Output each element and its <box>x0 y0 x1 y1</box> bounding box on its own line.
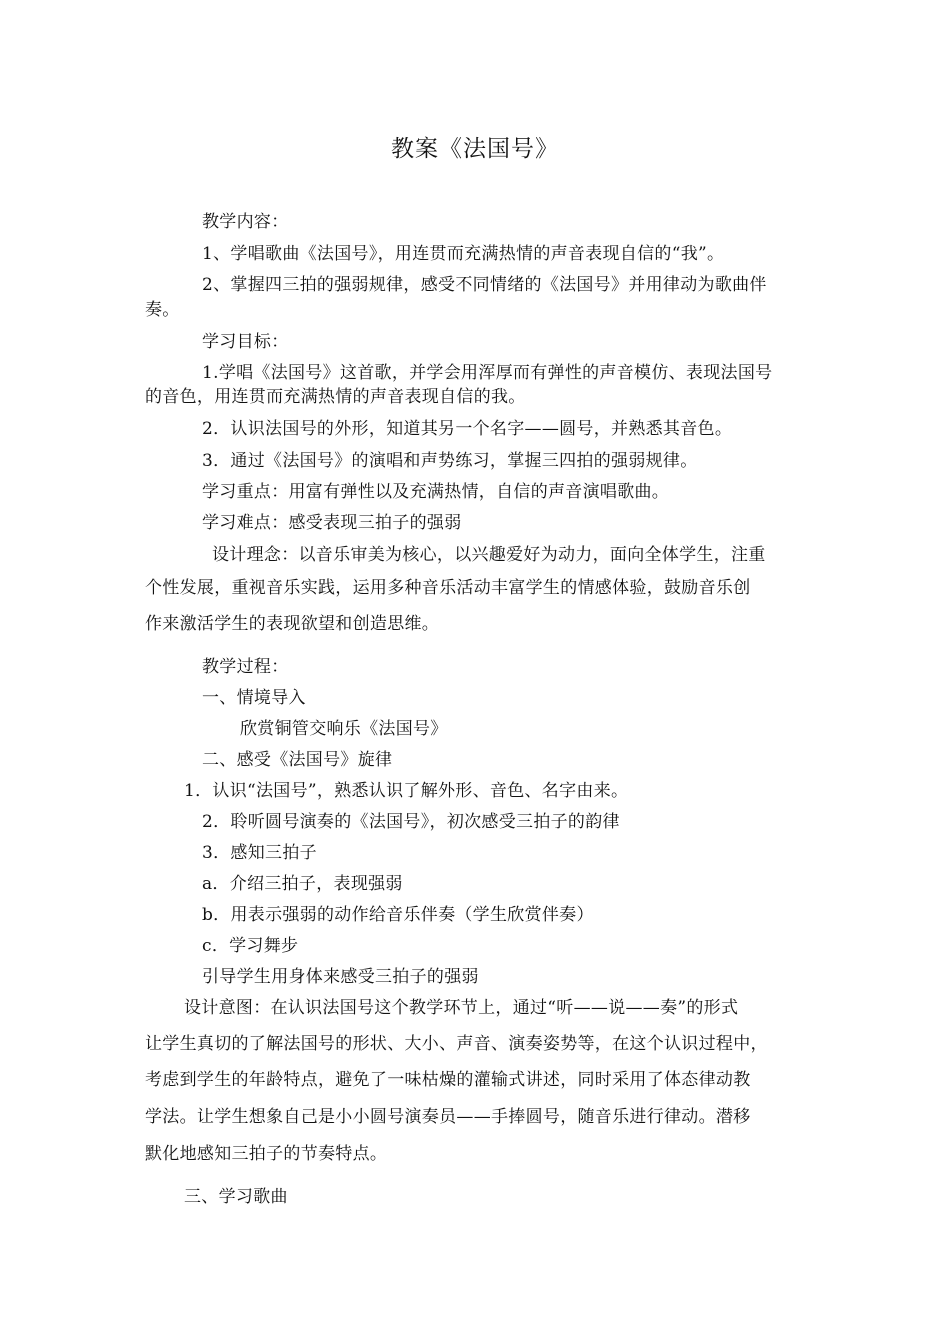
section-heading-goals: 学习目标： <box>202 332 289 352</box>
design-intent-cont-1: 让学生真切的了解法国号的形状、大小、声音、演奏姿势等，在这个认识过程中， <box>145 1034 768 1054</box>
content-item-1: 1、学唱歌曲《法国号》，用连贯而充满热情的声音表现自信的“我”。 <box>202 244 725 264</box>
design-intent-cont-2: 考虑到学生的年龄特点，避免了一味枯燥的灌输式讲述，同时采用了体态律动教 <box>145 1070 751 1090</box>
goal-item-3: 3．通过《法国号》的演唱和声势练习，掌握三四拍的强弱规律。 <box>202 451 698 471</box>
design-intent: 设计意图：在认识法国号这个教学环节上，通过“听——说——奏”的形式 <box>184 998 739 1018</box>
process-substep-a: a．介绍三拍子，表现强弱 <box>202 874 403 894</box>
process-guidance: 引导学生用身体来感受三拍子的强弱 <box>202 967 479 987</box>
design-intent-cont-4: 默化地感知三拍子的节奏特点。 <box>145 1144 388 1164</box>
goal-item-1-cont: 的音色，用连贯而充满热情的声音表现自信的我。 <box>145 387 526 407</box>
process-step-2-item-3: 3．感知三拍子 <box>202 843 317 863</box>
process-step-2: 二、感受《法国号》旋律 <box>202 750 393 770</box>
process-step-1-detail: 欣赏铜管交响乐《法国号》 <box>240 719 448 739</box>
process-substep-c: c．学习舞步 <box>202 936 299 956</box>
design-concept-cont-2: 作来激活学生的表现欲望和创造思维。 <box>145 614 440 634</box>
section-heading-process: 教学过程： <box>202 657 289 677</box>
key-points: 学习重点：用富有弹性以及充满热情，自信的声音演唱歌曲。 <box>202 482 670 502</box>
section-heading-content: 教学内容： <box>202 212 289 232</box>
process-step-1: 一、情境导入 <box>202 688 306 708</box>
design-concept: 设计理念：以音乐审美为核心，以兴趣爱好为动力，面向全体学生，注重 <box>212 545 766 565</box>
process-step-2-item-2: 2．聆听圆号演奏的《法国号》，初次感受三拍子的韵律 <box>202 812 620 832</box>
goal-item-2: 2．认识法国号的外形，知道其另一个名字——圆号，并熟悉其音色。 <box>202 419 733 439</box>
goal-item-1: 1.学唱《法国号》这首歌，并学会用浑厚而有弹性的声音模仿、表现法国号 <box>202 363 773 383</box>
process-step-3: 三、学习歌曲 <box>184 1187 288 1207</box>
design-concept-cont-1: 个性发展，重视音乐实践，运用多种音乐活动丰富学生的情感体验，鼓励音乐创 <box>145 578 751 598</box>
content-item-2: 2、掌握四三拍的强弱规律，感受不同情绪的《法国号》并用律动为歌曲伴 <box>202 275 767 295</box>
process-substep-b: b．用表示强弱的动作给音乐伴奏（学生欣赏伴奏） <box>202 905 594 925</box>
document-title: 教案《法国号》 <box>391 136 559 162</box>
process-step-2-item-1: 1．认识“法国号”，熟悉认识了解外形、音色、名字由来。 <box>184 781 629 801</box>
content-item-2-cont: 奏。 <box>145 300 180 320</box>
difficult-points: 学习难点：感受表现三拍子的强弱 <box>202 513 462 533</box>
design-intent-cont-3: 学法。让学生想象自己是小小圆号演奏员——手捧圆号，随音乐进行律动。潜移 <box>145 1107 751 1127</box>
